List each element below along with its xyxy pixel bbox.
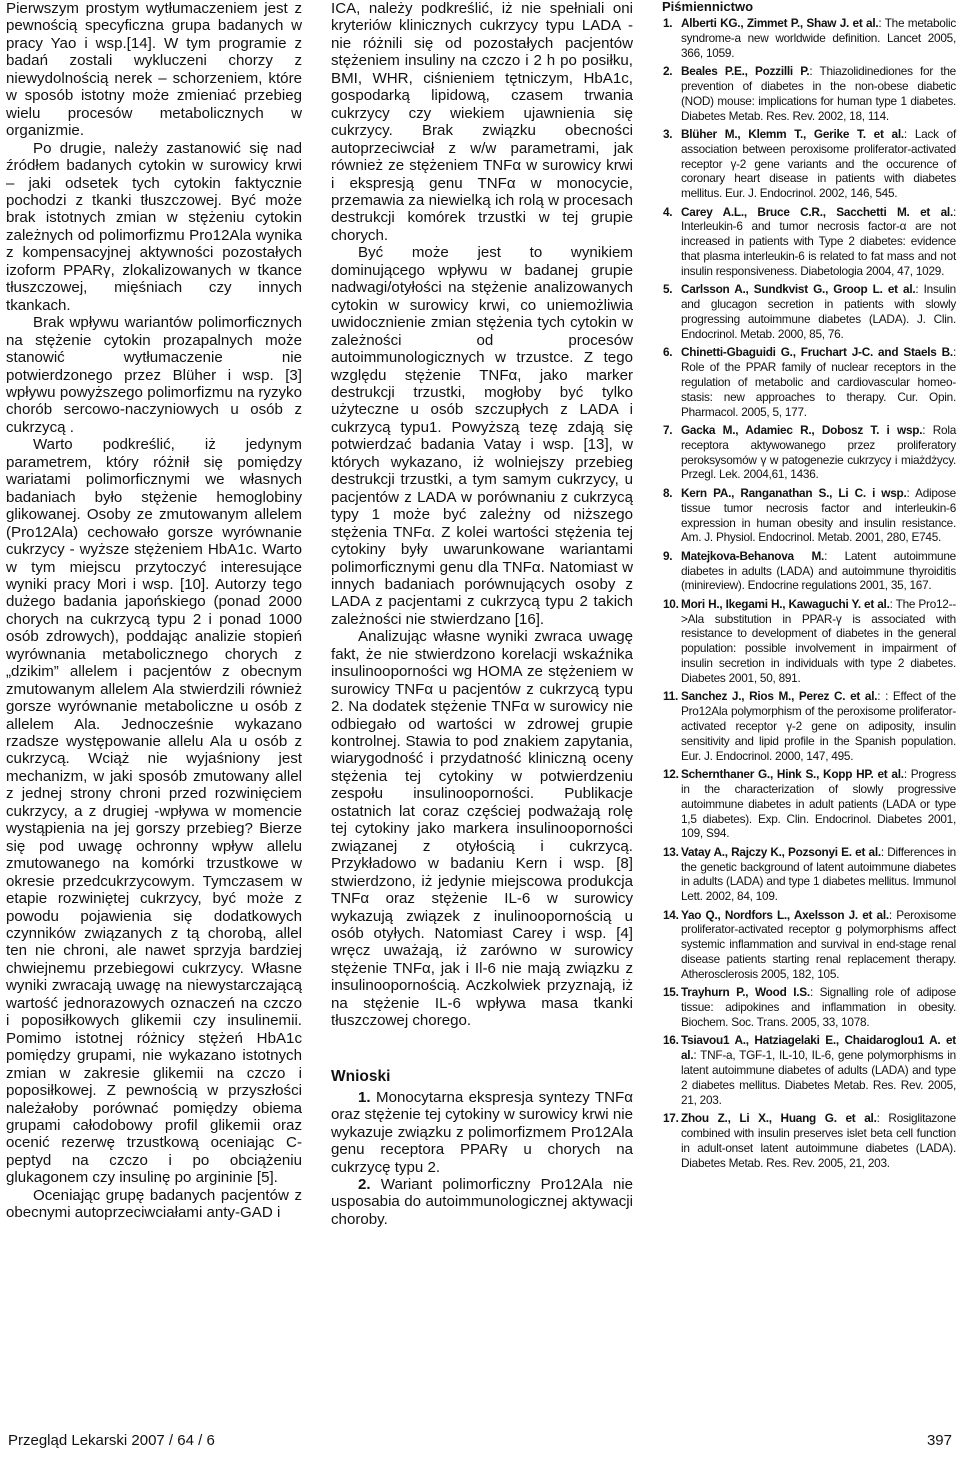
reference-authors: Zhou Z., Li X., Huang G. et al. (681, 1111, 877, 1126)
reference-item (662, 1111, 956, 1170)
reference-number: 3. (663, 126, 673, 141)
reference-details: : : Effect of the Pro12Ala polymorphism of the peroxisome proliferator-activated receptor γ-2 gene on adiposity, insulin sensitivity and lipid profile in the Spanish population. Eur. J. Endocrinol. 2000, 147, 495. (681, 689, 956, 763)
reference-details: : Rosiglitazone combined with insulin preserves islet beta cell function in adult-onset latent autoimmune diabetes (LADA). Diabetes Metab. Res. Rev. 2005, 21, 203. (681, 1111, 956, 1170)
reference-number: 4. (663, 204, 673, 219)
reference-item (662, 345, 956, 419)
journal-footer: Przegląd Lekarski 2007 / 64 / 6 (8, 1432, 215, 1449)
reference-item (662, 486, 956, 545)
reference-item (662, 845, 956, 904)
reference-authors: Blüher M., Klemm T., Gerike T. et al. (681, 126, 904, 141)
paragraph: Pierwszym prostym wytłumaczeniem jest z pewnością specyficzna grupa badanych w pracy Yao i wsp.[14]. W tym programie z badań zostali wykluczeni chorzy z niewydolnością nerek – schorzeniem, które w sposób istotny może zmieniać przebieg wielu procesów metabolicznych w organizmie. (6, 0, 302, 140)
reference-number: 6. (663, 345, 673, 360)
reference-details: : Signalling role of adipose tissue: adipokines and inflammation in obesity. Biochem. Soc. Trans. 2005, 33, 1078. (681, 985, 956, 1029)
reference-details: : Latent autoimmune diabetes in adults (LADA) and autoimmune thyroiditis (minireview). Endocrine regulations 2001, 35, 167. (681, 548, 956, 593)
conclusions-heading: Wnioski (331, 1067, 391, 1085)
reference-number: 9. (663, 548, 673, 563)
paragraph: ICA, należy podkreślić, iż nie spełniali oni kryteriów klinicznych cukrzycy typu LADA - nie różnili się od pozostałych pacjentów stężeniem insuliny na czczo i 2 h po posiłku, BMI, WHR, ciśnieniem tętniczym, HbA1c, gospodarką lipidową, czasem trwania cukrzycy czy wiekiem ujawnienia się cukrzycy. Brak związku obecności autoprzeciwciał z w/w parametrami, jak również ze stężeniem TNFα w surowicy krwi i ekspresją genu TNFα w monocycie, przemawia za niewielką ich rolą w procesach destrukcji komórek trzustki w tej grupie chorych. (331, 0, 633, 244)
reference-item (662, 205, 956, 279)
reference-authors: Beales P.E., Pozzilli P. (681, 64, 810, 79)
reference-item (662, 64, 956, 123)
reference-item (662, 282, 956, 341)
reference-details: : Progress in the characterization of slowly progressive autoimmune diabetes in adult patients (LADA or type 1,5 diabetes). Exp. Clin. Endocrinol. Diabetes 2001, 109, S94. (681, 767, 956, 841)
reference-number: 8. (663, 485, 673, 500)
reference-item (662, 767, 956, 841)
reference-details: : Adipose tissue tumor necrosis factor and interleukin-6 expression in human obesity and insulin resistance. Am. J. Physiol. Endocrinol. Metab. 2001, 280, E745. (681, 485, 956, 545)
conclusion-number: 2. (358, 1176, 371, 1193)
reference-number: 12. (663, 767, 679, 781)
reference-details: : TNF-a, TGF-1, IL-10, IL-6, gene polymorphisms in latent autoimmune diabetes of adults (LADA) and type 2 diabetes mellitus. Diabetes Metab. Res. Rev. 2005, 21, 203. (681, 1048, 956, 1107)
reference-authors: Kern PA., Ranganathan S., Li C. i wsp. (681, 485, 907, 500)
reference-authors: Schernthaner G., Hink S., Kopp HP. et al. (681, 767, 904, 781)
reference-authors: Carey A.L., Bruce C.R., Sacchetti M. et al. (681, 204, 953, 219)
reference-authors: Matejkova-Behanova M. (681, 548, 825, 563)
page-number: 397 (926, 1432, 952, 1449)
reference-details: : Peroxisome proliferator-activated receptor g polymorphisms affect systemic inflammation and survival in end-stage renal disease patients starting renal replacement therapy. Atherosclerosis 2005, 182, 105. (681, 907, 957, 981)
reference-item (662, 549, 956, 594)
reference-number: 16. (663, 1033, 679, 1048)
reference-authors: Gacka M., Adamiec R., Dobosz T. i wsp. (681, 422, 923, 437)
references-heading: Piśmiennictwo (662, 0, 754, 14)
reference-number: 10. (663, 596, 679, 611)
paragraph: Oceniając grupę badanych pacjentów z obecnymi autoprzeciwciałami anty-GAD i (6, 1186, 302, 1222)
reference-number: 7. (663, 422, 673, 437)
reference-item (662, 689, 956, 763)
reference-authors: Tsiavou1 A., Hatziagelaki E., Chaidaroglou1 A. et al. (681, 1033, 956, 1063)
reference-details: : Insulin and glucagon secretion in patients with slowly progressing autoimmune diabetes (LADA). J. Clin. Endocrinol. Metab. 2000, 85, 76. (681, 282, 956, 341)
conclusion-number: 1. (358, 1088, 371, 1106)
reference-number: 2. (663, 64, 673, 79)
reference-authors: Mori H., Ikegami H., Kawaguchi Y. et al. (681, 596, 890, 611)
column-middle (331, 0, 633, 1228)
reference-details: : Lack of association between peroxisome proliferator-activated receptor γ-2 gene variants and the occurence of coronary heart disease in patients with diabetes mellitus. Eur. J. Endocrinol. 2002, 146, 545. (681, 126, 957, 201)
reference-details: : Rola receptora aktywowanego przez proliferatory peroksysomów γ w patogenezie cukrzycy i miażdżycy. Przegl. Lek. 2004,61, 1436. (681, 422, 957, 482)
paragraph: Analizując własne wyniki zwraca uwagę fakt, że nie stwierdzono korelacji wskaźnika insulinooporności wg HOMA ze stężeniem w surowicy TNFα u pacjentów z cukrzycą typu 2. Na dodatek stężenie TNFα w surowicy nie odbiegało od wartości w zdrowej grupie kontrolnej. Stawia to pod znakiem zapytania, wiarygodność i przydatność kliniczną oceny stężenia tej cytokiny w potwierdzeniu zespołu insulinooporności. Publikacje ostatnich lat coraz częściej podważają rolę tej cytokiny jako markera insulinooporności związanej z otyłością i cukrzycą. Przykładowo w badaniu Kern i wsp. [8] stwierdzono, iż jedynie miejscowa produkcja TNFα oraz stężenie IL-6 w surowicy wykazują związek z inulinoopornością u osób otyłych. Natomiast Carey i wsp. [4] wręcz uważają, iż zarówno w surowicy stężenie TNFα, jak i Il-6 nie mają związku z insulinoopornością. Aczkolwiek przyznają, iż na stężenie IL-6 wpływa masa tkanki tłuszczowej chorego. (331, 628, 633, 1030)
reference-authors: Alberti KG., Zimmet P., Shaw J. et al. (681, 16, 879, 30)
reference-item (662, 597, 956, 686)
column-references (662, 0, 956, 1174)
paragraph: Być może jest to wynikiem dominującego wpływu w badanej grupie nadwagi/otyłości na stężenie analizowanych cytokin w surowicy krwi, co uniemożliwia uwidocznienie zmian stężenia tych cytokin w zależności od procesów autoimmunologicznych w trzustce. Z tego względu stężenie TNFα, jako marker destrukcji trzustki, mogłoby być tylko użyteczne u osób szczupłych z LADA i cukrzycą typu1. Powyższą tezę zdają się potwierdzać badania Vatay i wsp. [13], w których wykazano, iż wolniejszy przebieg destrukcji trzustki, a tym samym cukrzycy, u pacjentów z LADA w porównaniu z cukrzycą typy 1 może być zależny od niższego stężenia TNFα. Z kolei wartości stężenia tej cytokiny były uwarunkowane wariantami polimorficznymi genu dla TNFα. Natomiast w innych badaniach porównujących osoby z LADA z pacjentami z cukrzycą typu 2 takich zależności nie stwierdzano [16]. (331, 244, 633, 628)
paragraph: Brak wpływu wariantów polimorficznych na stężenie cytokin prozapalnych może stanowić wytłumaczenie nie potwierdzonego przez Blüher i wsp. [3] wpływu powyższego polimorfizmu na ryzyko chorób sercowo-naczyniowych u osób z cukrzycą . (6, 314, 302, 436)
conclusion-item (331, 1089, 633, 1176)
column-left (6, 0, 302, 1222)
reference-authors: Chinetti-Gbaguidi G., Fruchart J-C. and Staels B. (681, 345, 953, 360)
reference-number: 11. (663, 689, 678, 704)
reference-number: 17. (663, 1111, 679, 1126)
reference-details: : Differences in the genetic background of latent autoimmune diabetes in adults (LADA) and type 1 diabetes mellitus. Immunol Lett. 2002, 84, 109. (681, 844, 956, 904)
reference-number: 14. (663, 907, 679, 922)
reference-item (662, 985, 956, 1030)
reference-authors: Carlsson A., Sundkvist G., Groop L. et al. (681, 282, 916, 297)
reference-details: : The Pro12-->Ala substitution in PPAR-γ is associated with resistance to development of diabetes in the general population: possible involvement in impairment of insulin secretion in individuals with type 2 diabetes. Diabetes 2001, 50, 891. (681, 596, 956, 685)
reference-authors: Sanchez J., Rios M., Perez C. et al. (681, 689, 878, 704)
reference-details: : Interleukin-6 and tumor necrosis factor-α are not increased in patients with Type 2 diabetes: evidence that plasma interleukin-6 is related to fat mass and not insulin responsiveness. Diabetologia 2004, 47, 1029. (681, 204, 956, 278)
reference-authors: Trayhurn P., Wood I.S. (681, 985, 810, 1000)
conclusion-text: Wariant polimorficzny Pro12Ala nie usposabia do autoimmunologicznej aktywacji choroby. (331, 1176, 633, 1228)
reference-number: 5. (663, 282, 673, 297)
conclusion-item (331, 1176, 633, 1228)
reference-authors: Yao Q., Nordfors L., Axelsson J. et al. (681, 907, 889, 922)
reference-number: 15. (663, 985, 679, 1000)
reference-details: : Thiazolidinediones for the prevention of diabetes in the non-obese diabetic (NOD) mouse: implications for human type 1 diabetes. Diabetes Metab. Res. Rev. 2002, 18, 114. (681, 64, 956, 123)
reference-details: : Role of the PPAR family of nuclear receptors in the regulation of metabolic and cardiovascular homeo-stasis: new approaches to therapy. Cur. Opin. Pharmacol. 2005, 5, 177. (681, 345, 956, 419)
reference-item (662, 127, 956, 201)
conclusion-text: Monocytarna ekspresja syntezy TNFα oraz stężenie tej cytokiny w surowicy krwi nie wykazuje związku z polimorfizmem Pro12Ala genu receptora PPARγ u chorych na cukrzycę typu 2. (331, 1088, 633, 1176)
reference-item (662, 1033, 956, 1107)
reference-item (662, 908, 956, 982)
reference-item (662, 16, 956, 61)
reference-number: 13. (663, 844, 679, 859)
references-list (662, 16, 956, 1170)
reference-authors: Vatay A., Rajczy K., Pozsonyi E. et al. (681, 844, 881, 859)
reference-details: : The metabolic syndrome-a new worldwide definition. Lancet 2005, 366, 1059. (681, 16, 956, 60)
paragraph: Warto podkreślić, iż jedynym parametrem, który różnił się pomiędzy wariatami polimorficznymi we własnych badaniach było stężenie hemoglobiny glikowanej. Osoby ze zmutowanym allelem (Pro12Ala) cechowało gorsze wyrównanie cukrzycy - wyższe stężeniem HbA1c. Warto w tym miejscu przytoczyć interesujące wyniki pracy Mori i wsp. [10]. Autorzy tego dużego badania japońskiego (ponad 2000 chorych na cukrzycą typu 2 i ponad 1000 osób zdrowych), poddając analizie stopień wyrównania metabolicznego chorych z „dzikim” allelem i pacjentów z obecnym zmutowanym allelem Ala stwierdzili również gorsze wyrównanie metaboliczne u osób z allelem Ala. Jednocześnie wykazano rzadsze występowanie allelu Ala u osób z cukrzycą. Wciąż nie wyjaśniony jest mechanizm, w jaki sposób zmutowany allel z jednej strony chroni przed rozwinięciem cukrzycy, a z drugiej -wpływa w momencie wystąpienia na jej gorszy przebieg? Bierze się pod uwagę ochronny wpływ allelu zmutowanego na komórki trzustkowe w okresie przedcukrzycowym. Tymczasem w etapie rozwiniętej cukrzycy, być może z powodu pojawienia się dodatkowych czynników związanych z tą chorobą, allel ten nie chroni, ale nawet sprzyja bardziej chwiejnemu przebiegowi cukrzycy. Własne wyniki zwracają uwagę na niewystarczającą wartość jednorazowych oznaczeń na czczo i poposiłkowych glikemii czy insulinemii. Pomimo istotnej różnicy stężeń HbA1c pomiędzy grupami, nie wykazano istotnych zmian w zakresie glikemii na czczo i poposiłkowej. Z pewnością w przyszłości należałoby porównać pomiędzy obiema grupami całodobowy profil glikemii oraz ocenić rezerwę trzustkową oceniając C-peptyd na czczo i po obciążeniu glukagonem czy insulinę po argininie [5]. (6, 436, 302, 1187)
reference-number: 1. (663, 16, 673, 30)
reference-item (662, 423, 956, 482)
paragraph: Po drugie, należy zastanowić się nad źródłem badanych cytokin w surowicy krwi – jaki odsetek tych cytokin faktycznie pochodzi z tkanki tłuszczowej. Być może brak istotnych zmian w stężeniu cytokin zależnych od polimorfizmu Pro12Ala wynika z kompensacyjnej aktywności pozostałych izoform PPARγ, zlokalizowanych w tkance tłuszczowej, mięśniach czy innych tkankach. (6, 139, 302, 314)
